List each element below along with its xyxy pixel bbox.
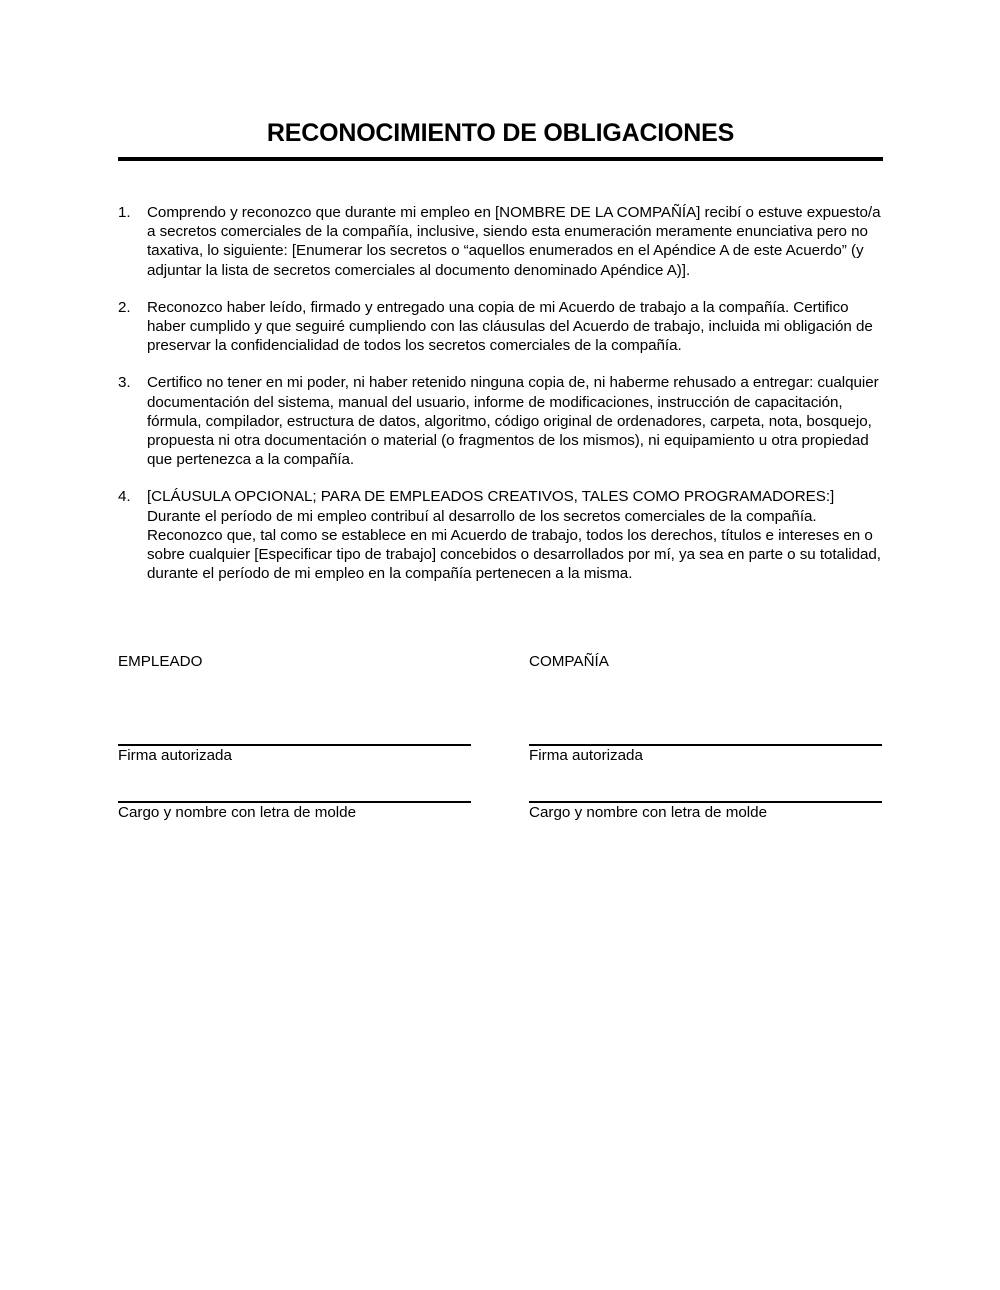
obligations-list (118, 203, 883, 601)
item-number: 3. (118, 374, 131, 392)
list-item (118, 298, 883, 356)
item-text: Reconozco haber leído, firmado y entregado una copia de mi Acuerdo de trabajo a la compañía. Certifico haber cumplido y que seguiré cumpliendo con las cláusulas del Acuerdo de trabajo, incluida mi obligación de preservar la confidencialidad de todos los secretos comerciales de la compañía. (147, 298, 873, 355)
item-text: Certifico no tener en mi poder, ni haber retenido ninguna copia de, ni haberme rehusado a entregar: cualquier documentación del sistema, manual del usuario, informe de modificaciones, instrucción de capacitación, fórmula, compilador, estructura de datos, algoritmo, código original de ordenadores, carpeta, nota, bosquejo, propuesta ni otra documentación o material (o fragmentos de los mismos), ni equipamiento u otra propiedad que pertenezca a la compañía. (147, 374, 879, 469)
item-text: Comprendo y reconozco que durante mi empleo en [NOMBRE DE LA COMPAÑÍA] recibí o estuve expuesto/a a secretos comerciales de la compañía, inclusive, siendo esta enumeración meramente enunciativa pero no taxativa, lo siguiente: [Enumerar los secretos o “aquellos enumerados en el Apéndice A de este Acuerdo” (y adjuntar la lista de secretos comerciales al documento denominado Apéndice A)]. (147, 204, 881, 279)
item-number: 2. (118, 298, 131, 316)
employee-heading: EMPLEADO (118, 653, 203, 670)
list-item (118, 487, 883, 583)
employee-name-label: Cargo y nombre con letra de molde (118, 804, 357, 821)
employee-signature-label: Firma autorizada (118, 747, 232, 764)
company-name-label: Cargo y nombre con letra de molde (529, 804, 768, 821)
company-signature-label: Firma autorizada (529, 747, 643, 764)
item-text: [CLÁUSULA OPCIONAL; PARA DE EMPLEADOS CREATIVOS, TALES COMO PROGRAMADORES:] Durante el período de mi empleo contribuí al desarrollo de los secretos comerciales de la compañía. Reconozco que, tal como se establece en mi Acuerdo de trabajo, todos los derechos, títulos e intereses en o sobre cualquier [Especificar tipo de trabajo] concebidos o desarrollados por mí, ya sea en parte o su totalidad, durante el período de mi empleo en la compañía pertenecen a la misma. (147, 488, 881, 583)
document-title: RECONOCIMIENTO DE OBLIGACIONES (266, 119, 735, 147)
item-number: 1. (118, 204, 131, 221)
company-heading: COMPAÑÍA (529, 653, 609, 670)
item-number: 4. (118, 488, 131, 506)
list-item (118, 373, 883, 469)
list-item (118, 203, 883, 280)
title-divider (118, 157, 883, 161)
